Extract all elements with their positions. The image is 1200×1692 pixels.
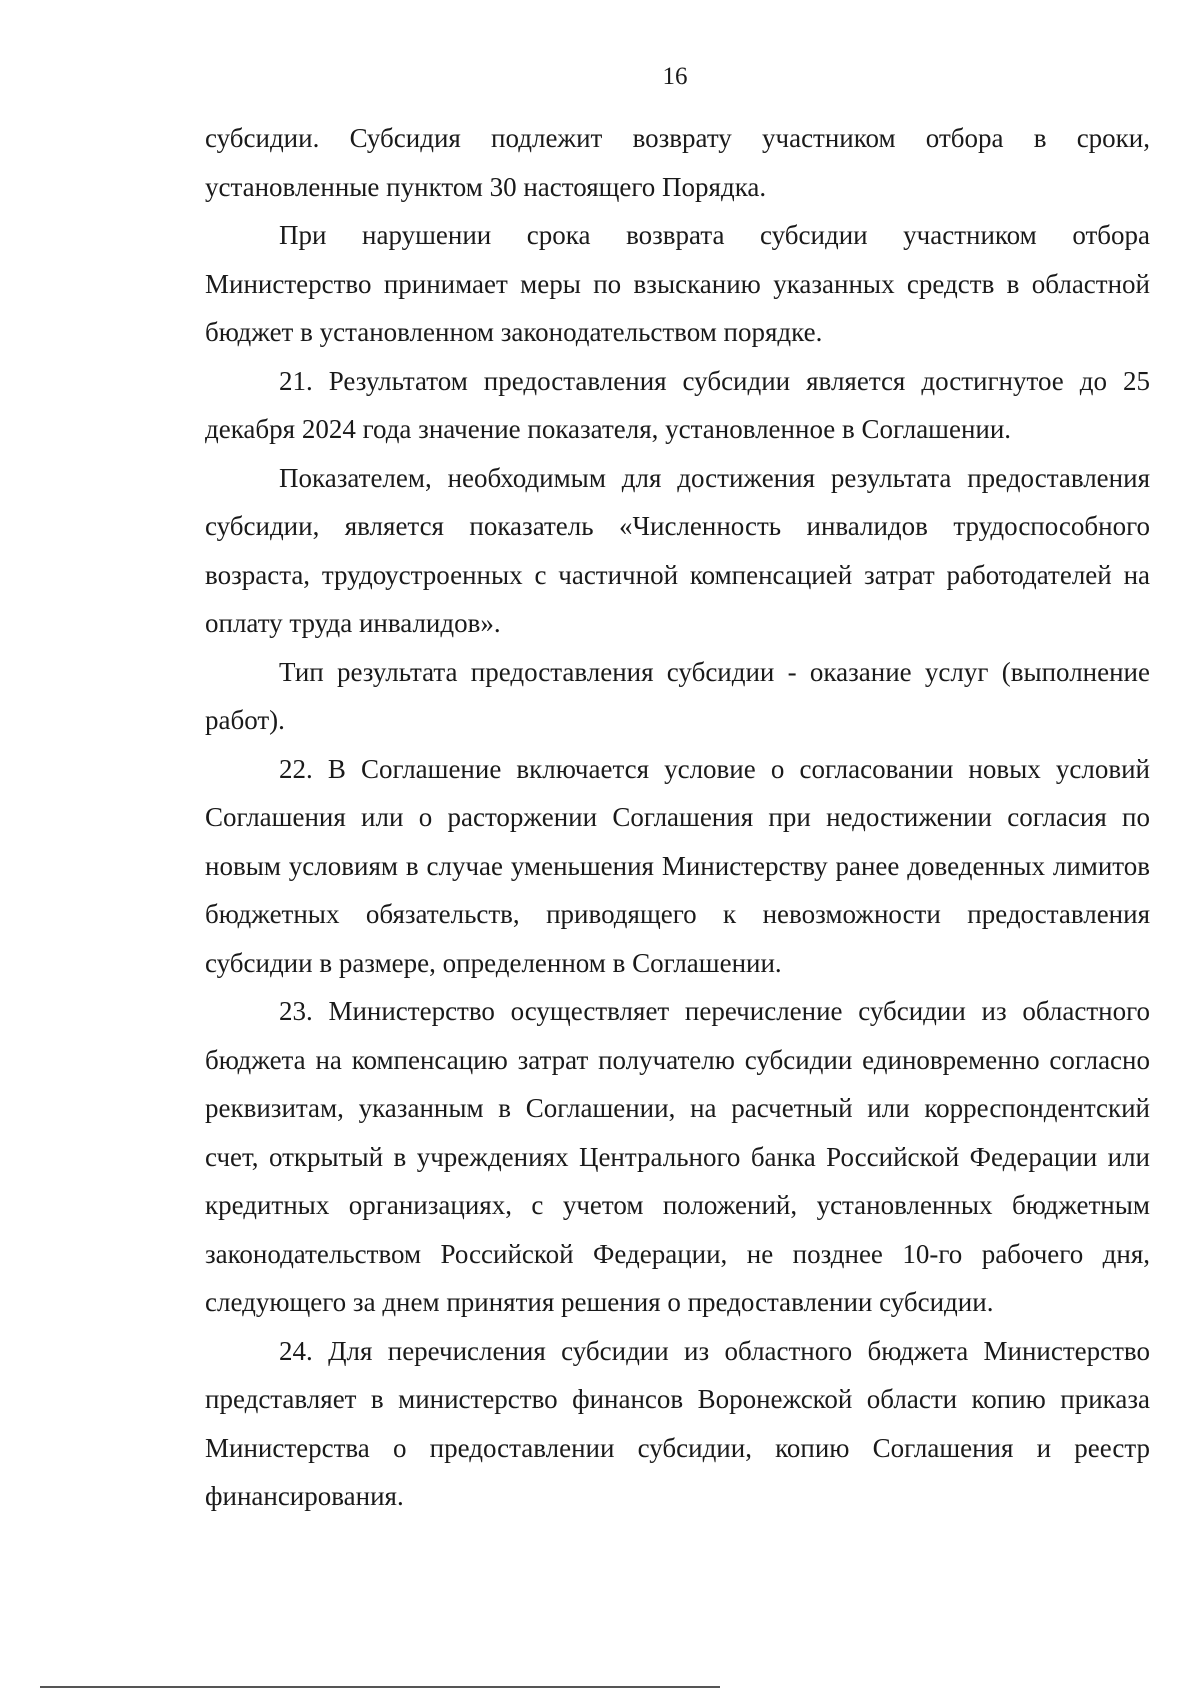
paragraph-return-violation: При нарушении срока возврата субсидии участником отбора Министерство принимает меры по взысканию указанных средств в областной бюджет в установленном законодательством порядке. — [205, 220, 1150, 347]
document-body — [205, 114, 1150, 1521]
paragraph-22-agreement: 22. В Соглашение включается условие о согласовании новых условий Соглашения или о расторжении Соглашения при недостижении согласия по новым условиям в случае уменьшения Министерству ранее доведенных лимитов бюджетных обязательств, приводящего к невозможности предоставления субсидии в размере, определенном в Соглашении. — [205, 753, 1150, 978]
bottom-rule-line — [40, 1686, 720, 1688]
paragraph-result-type: Тип результата предоставления субсидии - оказание услуг (выполнение работ). — [205, 656, 1150, 735]
paragraph-24-submission: 24. Для перечисления субсидии из областного бюджета Министерство представляет в министерство финансов Воронежской области копию приказа Министерства о предоставлении субсидии, копию Соглашения и реестр финансирования. — [205, 1335, 1150, 1511]
paragraph-indicator: Показателем, необходимым для достижения результата предоставления субсидии, является показатель «Численность инвалидов трудоспособного возраста, трудоустроенных с частичной компенсацией затрат работодателей на оплату труда инвалидов». — [205, 462, 1150, 638]
paragraph-21-result: 21. Результатом предоставления субсидии является достигнутое до 25 декабря 2024 года значение показателя, установленное в Соглашении. — [205, 365, 1150, 444]
page-number: 16 — [662, 63, 688, 90]
paragraph-subsidy-return: субсидии. Субсидия подлежит возврату участником отбора в сроки, установленные пунктом 30 настоящего Порядка. — [205, 123, 1150, 202]
paragraph-23-transfer: 23. Министерство осуществляет перечисление субсидии из областного бюджета на компенсацию затрат получателю субсидии единовременно согласно реквизитам, указанным в Соглашении, на расчетный или корреспондентский счет, открытый в учреждениях Центрального банка Российской Федерации или кредитных организациях, с учетом положений, установленных бюджетным законодательством Российской Федерации, не позднее 10-го рабочего дня, следующего за днем принятия решения о предоставлении субсидии. — [205, 996, 1150, 1317]
